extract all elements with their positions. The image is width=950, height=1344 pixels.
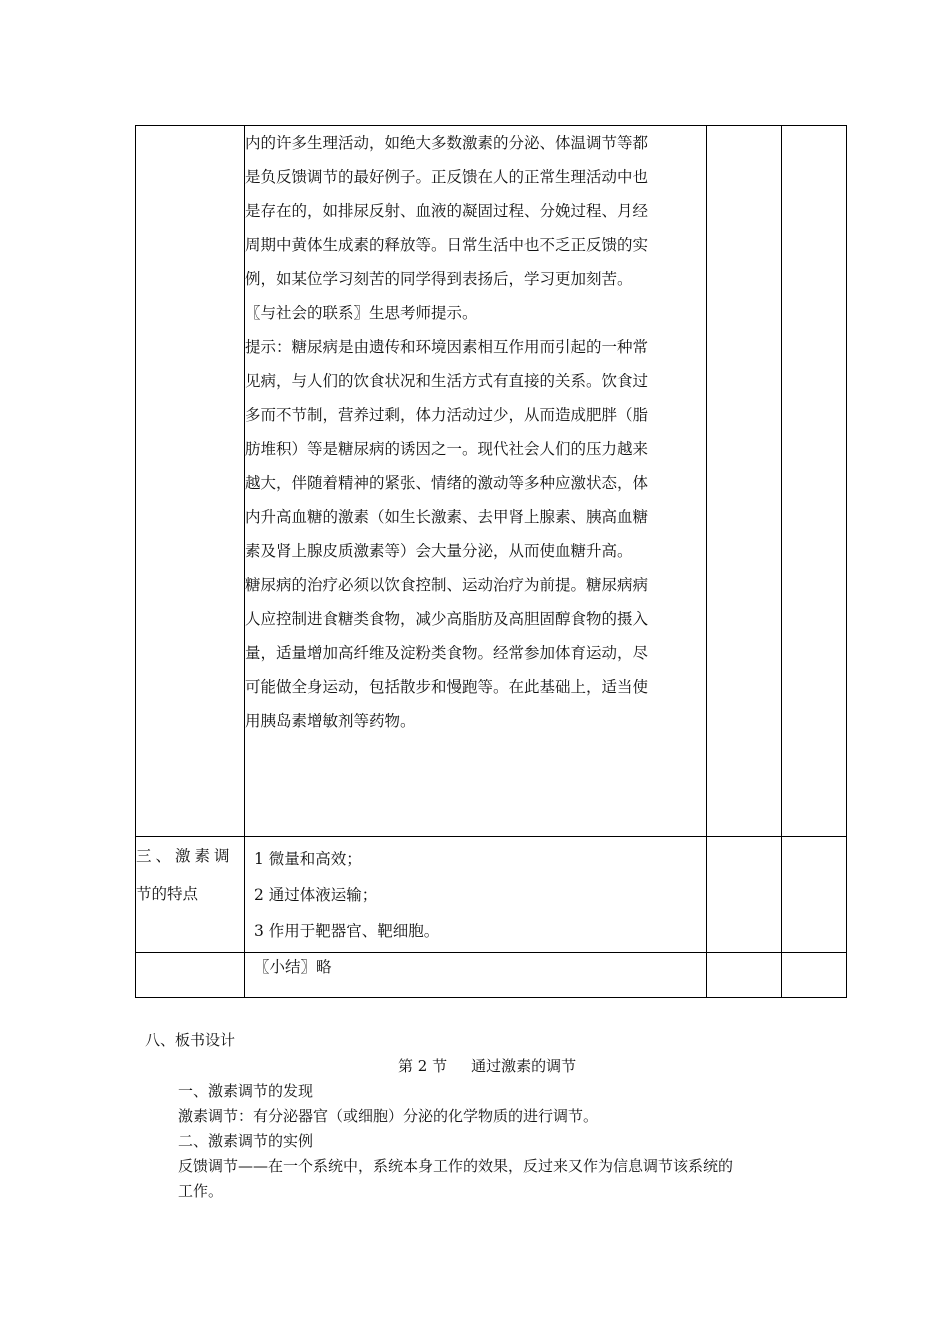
list-item: 2 通过体液运输； xyxy=(254,886,378,904)
empty-cell xyxy=(136,953,245,998)
text-line: 提示：糖尿病是由遗传和环境因素相互作用而引起的一种常 xyxy=(245,338,649,356)
text-line: 内的许多生理活动，如绝大多数激素的分泌、体温调节等都 xyxy=(245,134,649,152)
text-line: 糖尿病的治疗必须以饮食控制、运动治疗为前提。糖尿病病 xyxy=(245,576,649,594)
title-section-number: 第 2 节 xyxy=(398,1057,448,1075)
text-line: 越大，伴随着精神的紧张、情绪的激动等多种应激状态，体 xyxy=(245,474,649,492)
lesson-table xyxy=(135,125,847,998)
title-text: 通过激素的调节 xyxy=(471,1057,577,1075)
text-line: 素及肾上腺皮质激素等）会大量分泌，从而使血糖升高。 xyxy=(245,542,633,560)
board-line: 工作。 xyxy=(178,1182,224,1200)
table-row xyxy=(136,126,847,837)
text-line: 〖与社会的联系〗生思考师提示。 xyxy=(245,304,478,322)
table-row xyxy=(136,953,847,998)
text-line: 量，适量增加高纤维及淀粉类食物。经常参加体育运动，尽 xyxy=(245,644,649,662)
text-line: 用胰岛素增敏剂等药物。 xyxy=(245,712,416,730)
list-item: 1 微量和高效； xyxy=(254,850,362,868)
empty-cell xyxy=(707,837,782,953)
text-line: 人应控制进食糖类食物，减少高脂肪及高胆固醇食物的摄入 xyxy=(245,610,649,628)
feedback-and-diabetes-content xyxy=(245,126,707,837)
list-item: 3 作用于靶器官、靶细胞。 xyxy=(254,922,440,940)
table-row xyxy=(136,837,847,953)
section-heading: 八、板书设计 xyxy=(145,1031,236,1049)
text-line: 多而不节制，营养过剩，体力活动过少，从而造成肥胖（脂 xyxy=(245,406,649,424)
label-line: 节的特点 xyxy=(136,885,199,903)
empty-cell xyxy=(782,126,847,837)
text-line: 内升高血糖的激素（如生长激素、去甲肾上腺素、胰高血糖 xyxy=(245,508,649,526)
empty-cell xyxy=(782,953,847,998)
text-line: 是存在的，如排尿反射、血液的凝固过程、分娩过程、月经 xyxy=(245,202,649,220)
hormone-features-list xyxy=(245,837,707,953)
board-line: 反馈调节——在一个系统中，系统本身工作的效果，反过来又作为信息调节该系统的 xyxy=(178,1157,734,1175)
summary-text: 〖小结〗略 xyxy=(254,958,332,976)
text-line: 例，如某位学习刻苦的同学得到表扬后，学习更加刻苦。 xyxy=(245,270,633,288)
text-line: 见病，与人们的饮食状况和生活方式有直接的关系。饮食过 xyxy=(245,372,649,390)
text-line: 是负反馈调节的最好例子。正反馈在人的正常生理活动中也 xyxy=(245,168,649,186)
board-title xyxy=(398,1055,576,1076)
text-line: 可能做全身运动，包括散步和慢跑等。在此基础上，适当使 xyxy=(245,678,649,696)
empty-cell xyxy=(707,126,782,837)
label-cell-empty xyxy=(136,126,245,837)
text-line: 周期中黄体生成素的释放等。日常生活中也不乏正反馈的实 xyxy=(245,236,649,254)
empty-cell xyxy=(707,953,782,998)
summary-cell xyxy=(245,953,707,998)
board-heading: 一、激素调节的发现 xyxy=(178,1082,314,1100)
label-line: 三、激素调 xyxy=(136,847,234,865)
board-heading: 二、激素调节的实例 xyxy=(178,1132,314,1150)
text-line: 肪堆积）等是糖尿病的诱因之一。现代社会人们的压力越来 xyxy=(245,440,649,458)
board-line: 激素调节：有分泌器官（或细胞）分泌的化学物质的进行调节。 xyxy=(178,1107,599,1125)
section-label-hormone-features xyxy=(136,837,245,953)
empty-cell xyxy=(782,837,847,953)
